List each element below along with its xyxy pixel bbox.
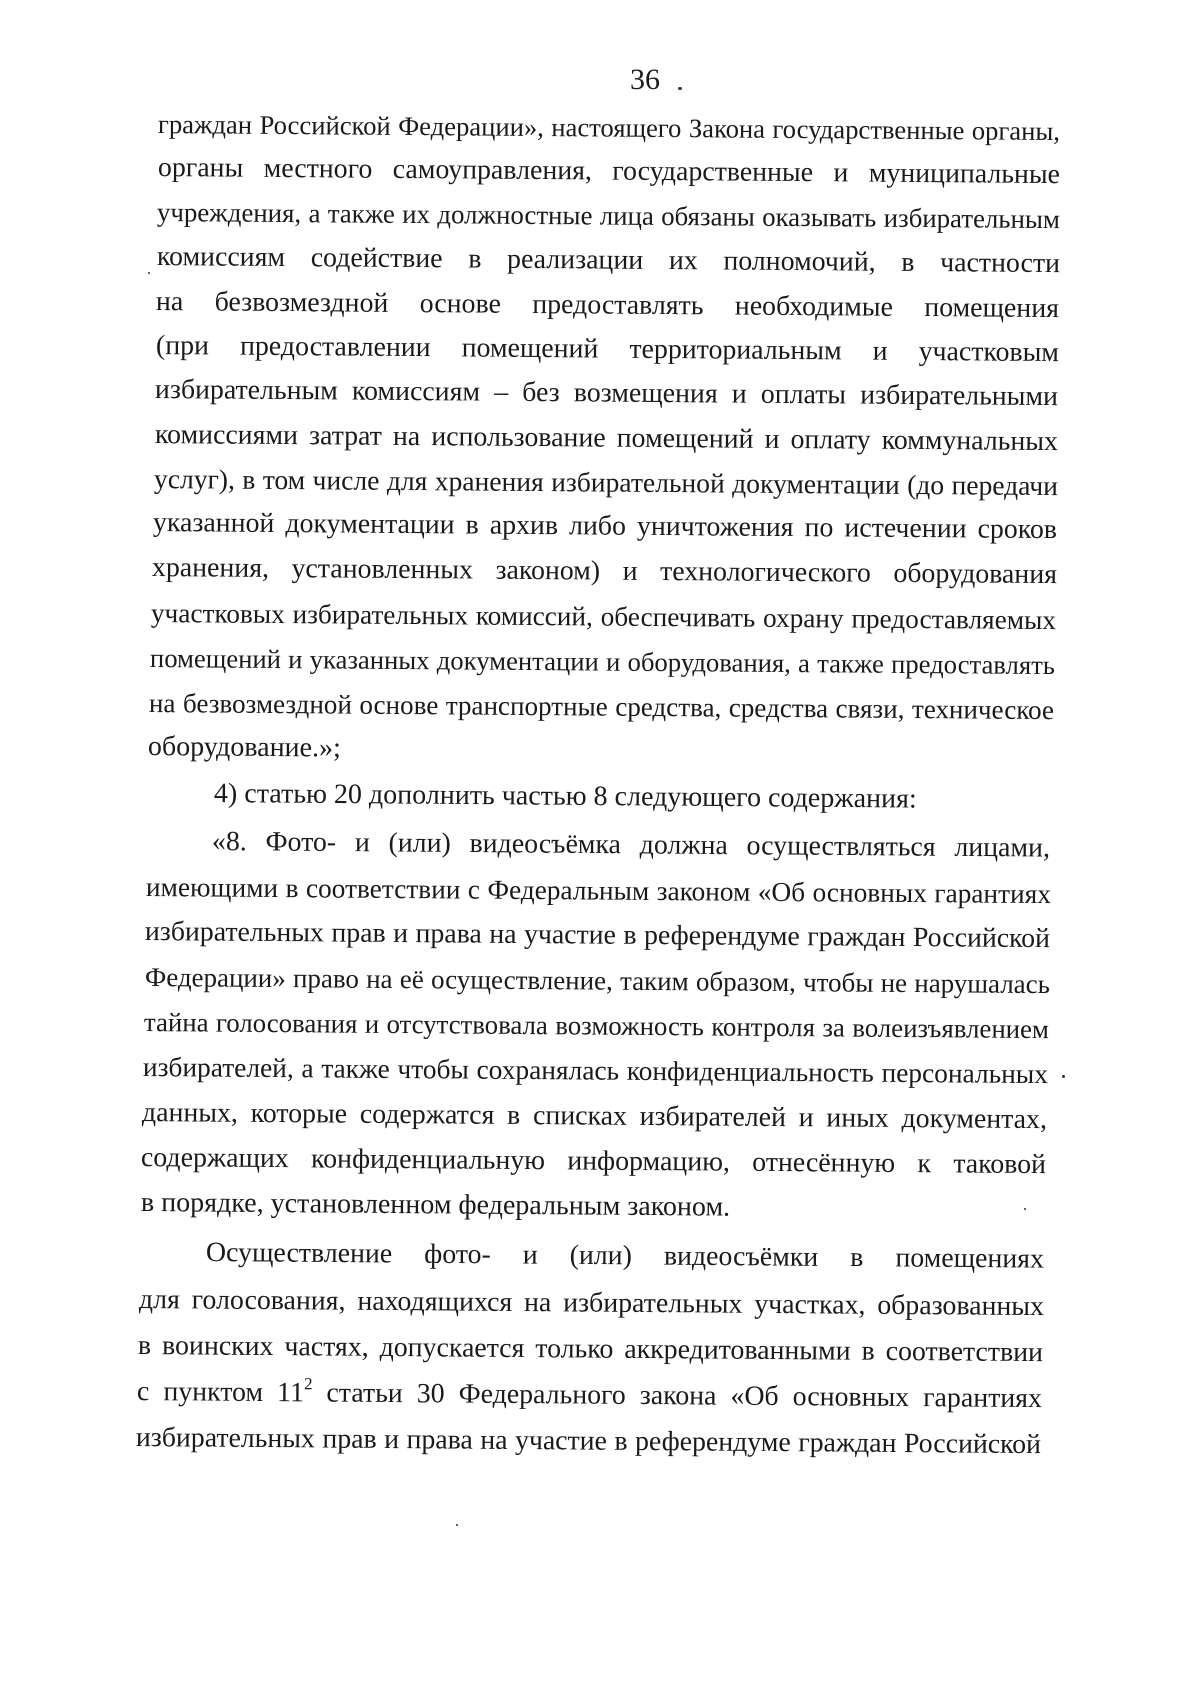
scan-speck [456, 1524, 458, 1526]
text-line: указанной документации в архив либо уничтожения по истечении сроков [152, 507, 1058, 546]
text-line: хранения, установленных законом) и технологического оборудования [151, 552, 1058, 591]
quote-text-line: Федерации» право на её осуществление, таким образом, чтобы не нарушалась [144, 962, 1051, 1000]
paragraph-text-line: в воинских частях, допускается только аккредитованными в соответствии [137, 1330, 1044, 1369]
scan-speck [1062, 1075, 1065, 1078]
quote-text-line: в порядке, установленном федеральным законом. [140, 1187, 731, 1223]
text-line: услуг), в том числе для хранения избирательной документации (до передачи [153, 463, 1059, 502]
text-line: (при предоставлении помещений территориальным и участковым [155, 330, 1060, 369]
paragraph-text-line: с пунктом $11^2$ статьи 30 Федерального закона «Об основных гарантиях [136, 1374, 1043, 1415]
quote-text-line: данных, которые содержатся в списках избирателей и иных документах, [141, 1097, 1048, 1136]
text-line: участковых избирательных комиссий, обеспечивать охрану предоставляемых [150, 598, 1057, 636]
quote-text-line: имеющими в соответствии с Федеральным законом «Об основных гарантиях [145, 872, 1052, 910]
text-line: оборудование.»; [147, 731, 341, 764]
paragraph-text-line: для голосования, находящихся на избирательных участках, образованных [138, 1284, 1045, 1323]
text-line: комиссиями затрат на использование помещений и оплату коммунальных [154, 419, 1059, 458]
quote-text-line: тайна голосования и отсутствовала возможность контроля за волеизъявлением [143, 1007, 1050, 1045]
scan-speck [1024, 1208, 1026, 1210]
text-line: комиссиям содействие в реализации их полномочий, в частности [156, 241, 1061, 280]
superscript: 2 [303, 1374, 313, 1394]
text-line: органы местного самоуправления, государственные и муниципальные [157, 152, 1061, 191]
quote-text-line: избирательных прав и права на участие в референдуме граждан Российской [144, 916, 1051, 955]
scan-speck [148, 272, 150, 274]
quote-text-line: «8. Фото- и (или) видеосъёмка должна осуществляться лицами, [211, 826, 1051, 864]
text-line: помещений и указанных документации и оборудования, а также предоставлять [149, 643, 1056, 681]
text-line: избирательным комиссиям – без возмещения и оплаты избирательными [154, 374, 1059, 413]
text-line: на безвозмездной основе предоставлять необходимые помещения [155, 286, 1060, 325]
quote-text-line: содержащих конфиденциальную информацию, отнесённую к таковой [140, 1142, 1047, 1181]
page-number: 36 [630, 63, 660, 96]
text-line: на безвозмездной основе транспортные средства, средства связи, техническое [148, 688, 1055, 726]
quote-text-line: избирателей, а также чтобы сохранялась конфиденциальность персональных [142, 1052, 1049, 1090]
text-line: граждан Российской Федерации», настоящего Закона государственные органы, [157, 109, 1061, 147]
text-line: учреждения, а также их должностные лица обязаны оказывать избирательным [156, 197, 1061, 235]
paragraph-text-line: Осуществление фото- и (или) видеосъёмки в помещениях [205, 1237, 1045, 1275]
list-item-4: 4) статью 20 дополнить частью 8 следующего содержания: [213, 778, 917, 815]
scan-speck [678, 87, 682, 90]
paragraph-text-line: избирательных прав и права на участие в референдуме граждан Российской [135, 1422, 1042, 1461]
